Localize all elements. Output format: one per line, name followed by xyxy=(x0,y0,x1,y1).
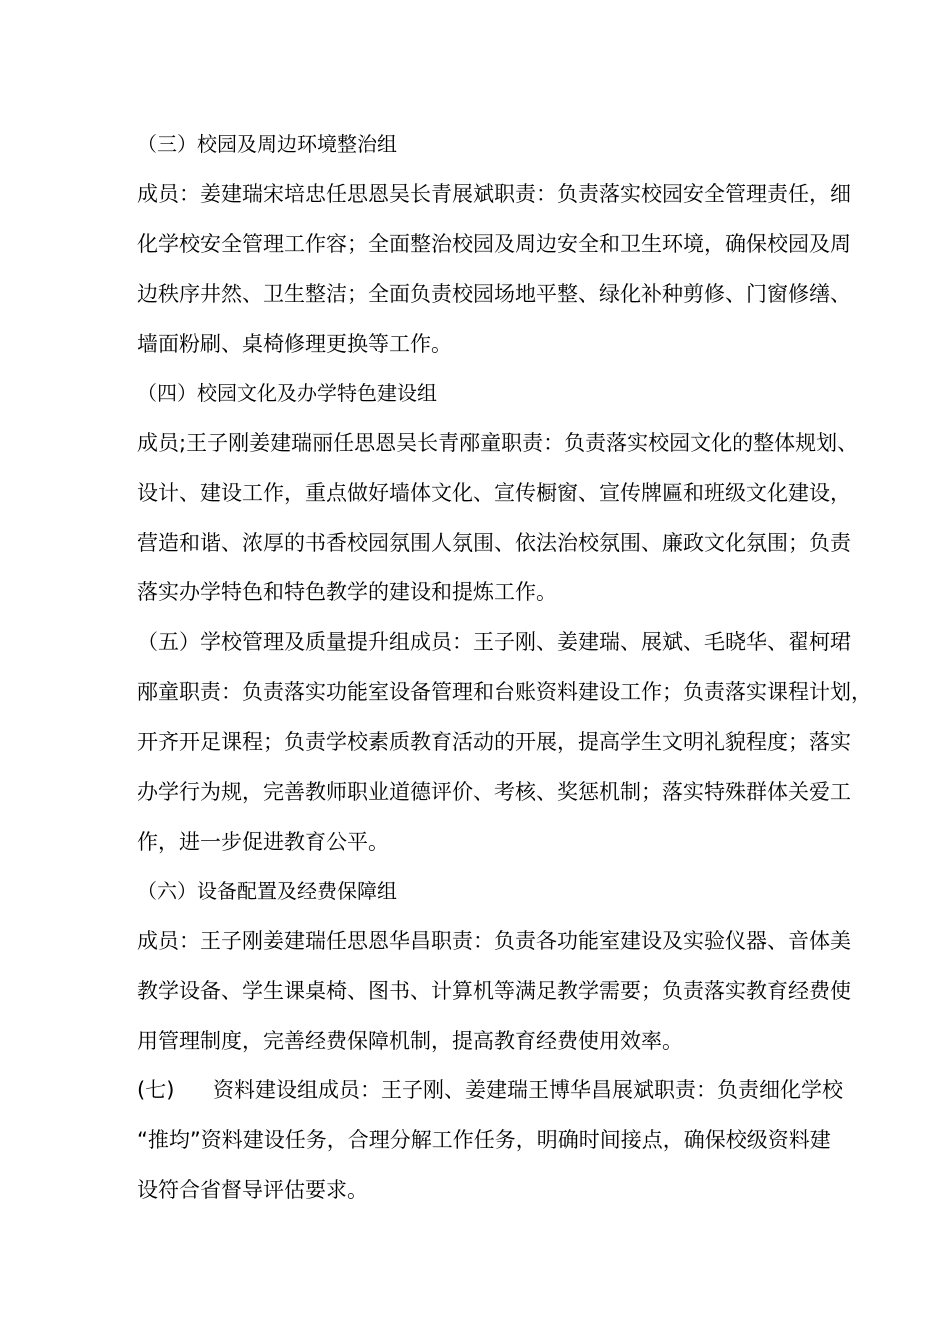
section-7-line-2: “推均”资料建设任务，合理分解工作任务，明确时间接点，确保校级资料建 xyxy=(137,1128,831,1152)
section-6-line-1: 成员：王子刚姜建瑞任思恩华昌职责：负责各功能室建设及实验仪器、音体美 xyxy=(137,929,851,953)
section-5-line-5: 作，进一步促进教育公平。 xyxy=(137,830,389,854)
section-4-line-1: 成员;王子刚姜建瑞丽任思恩吴长青邴童职责：负责落实校园文化的整体规划、 xyxy=(137,431,859,455)
section-5-line-1: （五）学校管理及质量提升组成员：王子刚、姜建瑞、展斌、毛晓华、翟柯珺 xyxy=(137,630,851,654)
section-3-line-1: 成员：姜建瑞宋培忠任思恩吴长青展斌职责：负责落实校园安全管理责任，细 xyxy=(137,182,851,206)
section-4-heading: （四）校园文化及办学特色建设组 xyxy=(137,381,437,405)
section-5-line-2: 邴童职责：负责落实功能室设备管理和台账资料建设工作；负责落实课程计划， xyxy=(137,680,872,704)
section-6-line-2: 教学设备、学生课桌椅、图书、计算机等满足教学需要；负责落实教育经费使 xyxy=(137,979,851,1003)
section-3-heading: （三）校园及周边环境整治组 xyxy=(137,132,397,156)
section-3-line-2: 化学校安全管理工作容；全面整治校园及周边安全和卫生环境，确保校园及周 xyxy=(137,232,851,256)
section-3-line-3: 边秩序井然、卫生整洁；全面负责校园场地平整、绿化补种剪修、门窗修缮、 xyxy=(137,282,851,306)
section-5-line-4: 办学行为规，完善教师职业道德评价、考核、奖惩机制；落实特殊群体关爱工 xyxy=(137,780,851,804)
section-7-line-1: 资料建设组成员：王子刚、姜建瑞王博华昌展斌职责：负责细化学校 xyxy=(213,1078,843,1102)
section-4-line-2: 设计、建设工作，重点做好墙体文化、宣传橱窗、宣传牌匾和班级文化建设， xyxy=(137,481,851,505)
section-6-line-3: 用管理制度，完善经费保障机制，提高教育经费使用效率。 xyxy=(137,1029,683,1053)
section-4-line-4: 落实办学特色和特色教学的建设和提炼工作。 xyxy=(137,580,557,604)
section-6-heading: （六）设备配置及经费保障组 xyxy=(137,879,397,903)
section-7-lead: (七) xyxy=(137,1078,175,1102)
section-7-line-3: 设符合省督导评估要求。 xyxy=(137,1178,368,1202)
section-5-line-3: 开齐开足课程；负责学校素质教育活动的开展，提高学生文明礼貌程度；落实 xyxy=(137,730,851,754)
section-4-line-3: 营造和谐、浓厚的书香校园氛围人氛围、依法治校氛围、廉政文化氛围；负责 xyxy=(137,531,851,555)
section-3-line-4: 墙面粉刷、桌椅修理更换等工作。 xyxy=(137,332,452,356)
